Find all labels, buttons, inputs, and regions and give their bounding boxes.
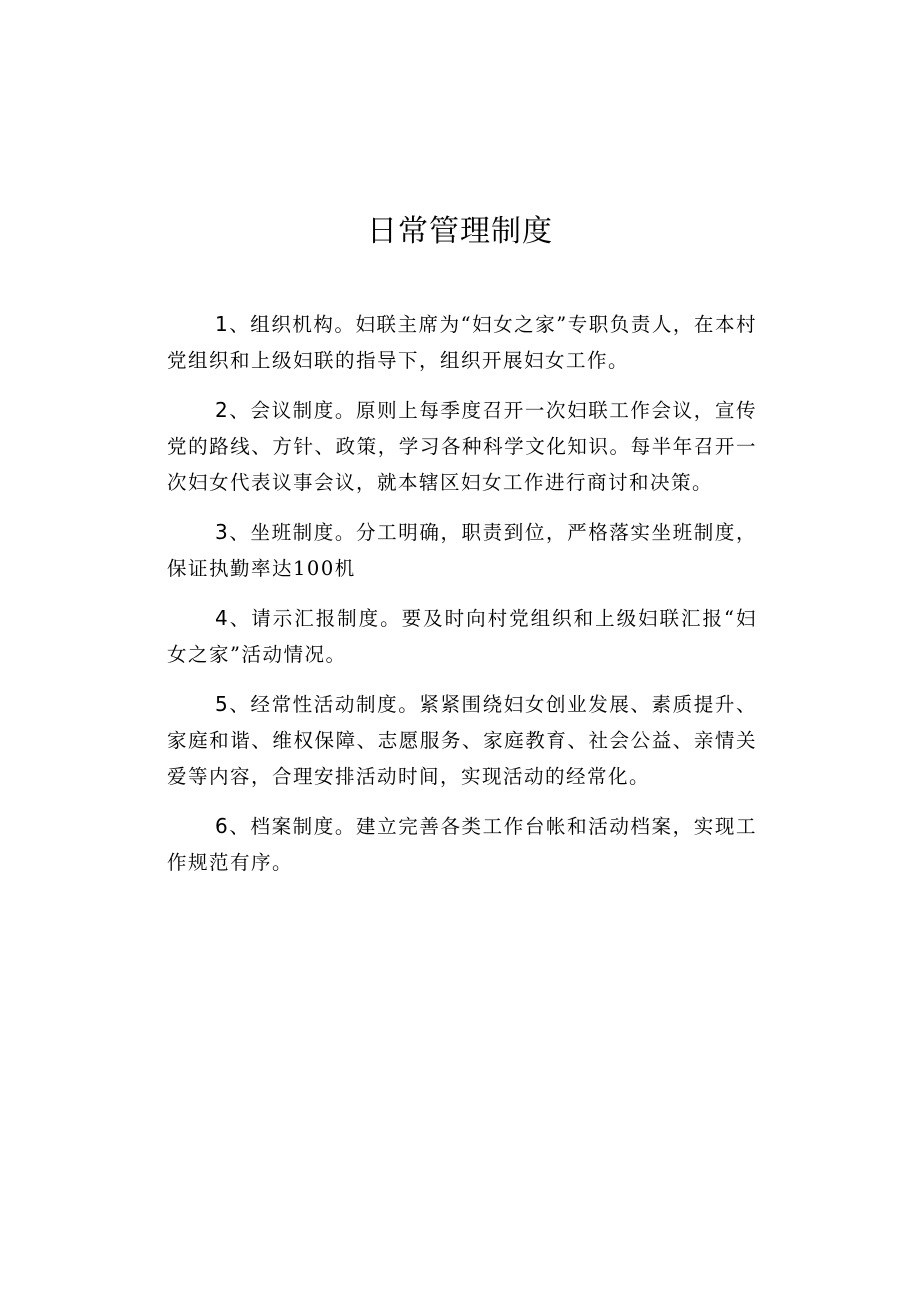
paragraph-activities bbox=[167, 686, 757, 795]
document-title: 日常管理制度 bbox=[367, 214, 553, 249]
paragraph-text: 、会议制度。原则上每季度召开一次妇联工作会议，宣传党的路线、方针、政策，学习各种科学文化知识。每半年召开一次妇女代表议事会议，就本辖区妇女工作进行商讨和决策。 bbox=[167, 399, 757, 494]
paragraph-meetings bbox=[167, 392, 757, 501]
paragraph-number: 2 bbox=[215, 398, 230, 422]
paragraph-text: 、组织机构。妇联主席为“妇女之家”专职负责人，在本村党组织和上级妇联的指导下，组织开展妇女工作。 bbox=[167, 313, 757, 372]
paragraph-number: 3 bbox=[215, 520, 230, 544]
paragraph-number: 4 bbox=[215, 606, 230, 630]
paragraph-number: 1 bbox=[215, 312, 230, 336]
paragraph-reporting bbox=[167, 600, 757, 673]
paragraph-text: 、经常性活动制度。紧紧围绕妇女创业发展、素质提升、家庭和谐、维权保障、志愿服务、家庭教育、社会公益、亲情关爱等内容，合理安排活动时间，实现活动的经常化。 bbox=[167, 693, 757, 788]
paragraph-duty bbox=[167, 514, 757, 587]
paragraph-archives bbox=[167, 808, 757, 881]
paragraph-number: 5 bbox=[215, 692, 230, 716]
document-body bbox=[167, 306, 757, 894]
paragraph-text: 、请示汇报制度。要及时向村党组织和上级妇联汇报“妇女之家”活动情况。 bbox=[167, 607, 757, 666]
paragraph-text: 、坐班制度。分工明确，职责到位，严格落实坐班制度，保证执勤率达100机 bbox=[167, 521, 757, 580]
paragraph-number: 6 bbox=[215, 814, 230, 838]
paragraph-organization bbox=[167, 306, 757, 379]
paragraph-text: 、档案制度。建立完善各类工作台帐和活动档案，实现工作规范有序。 bbox=[167, 815, 757, 874]
